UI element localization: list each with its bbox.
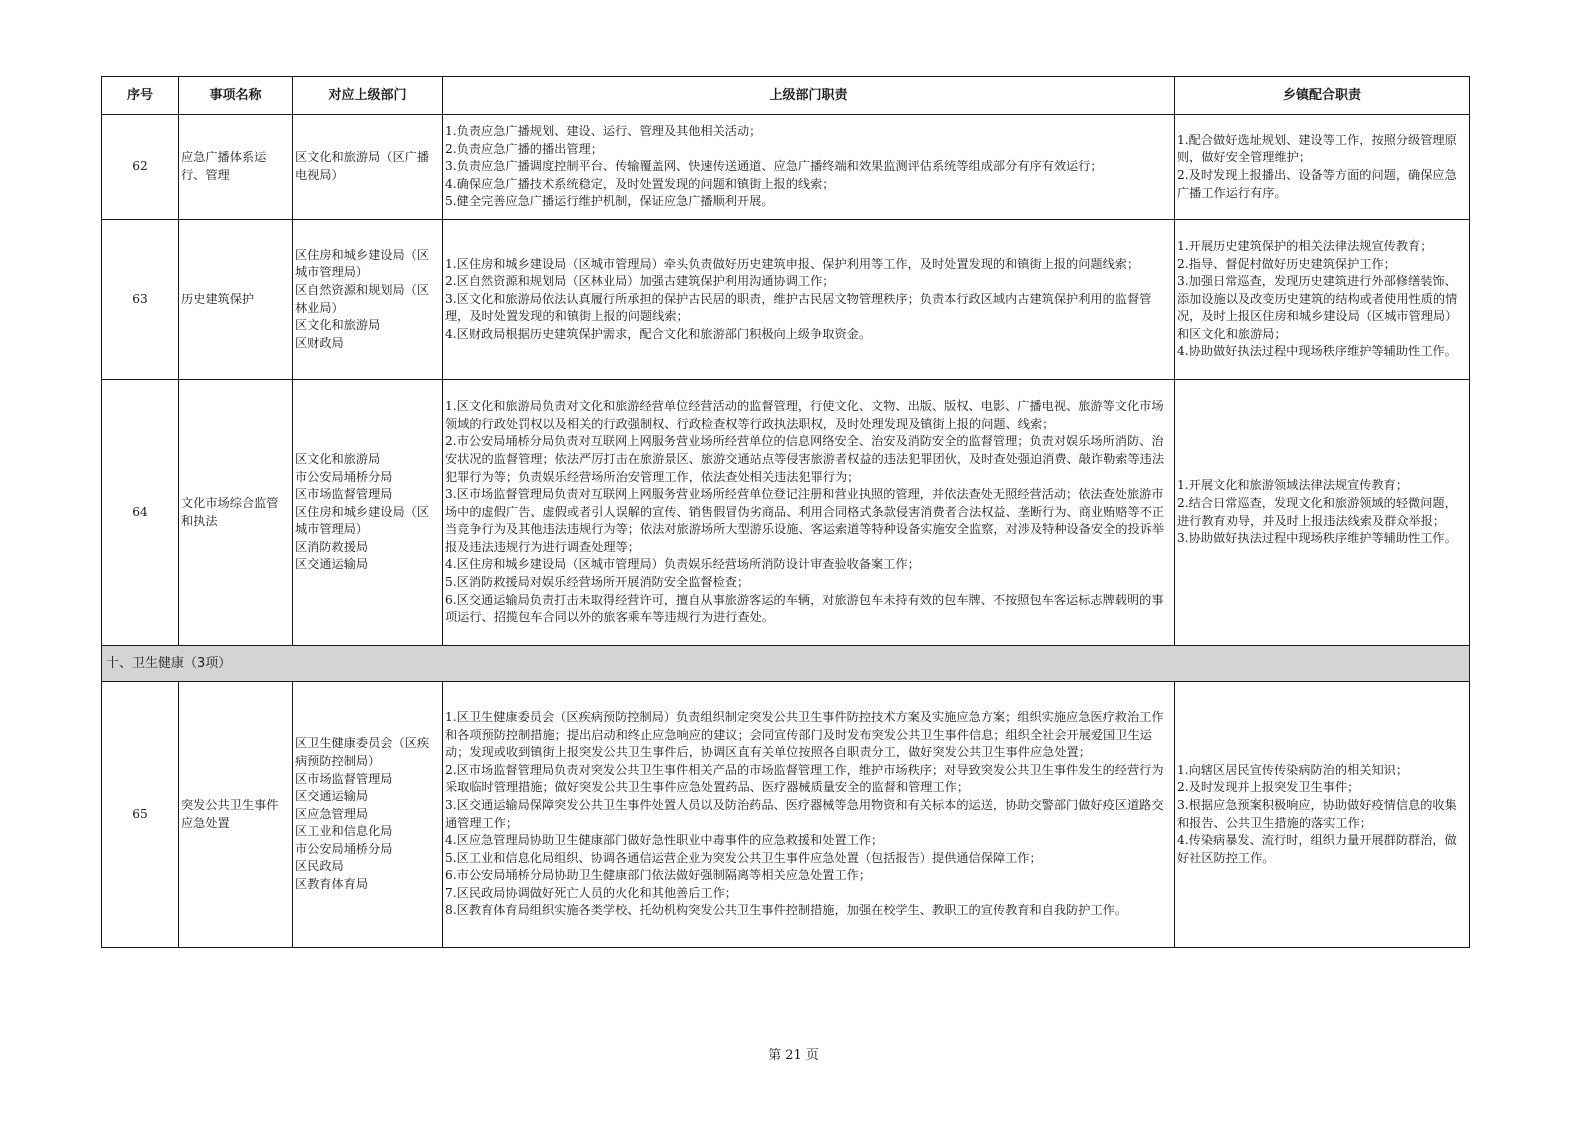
dept-list <box>293 220 443 380</box>
dept-line: 区交通运输局 <box>295 557 369 572</box>
duty-line: 3.负责应急广播调度控制平台、传输覆盖网、快速传送通道、应急广播终端和效果监测评估系统等组成部分有序有效运行； <box>445 159 1103 174</box>
duty-table-container <box>101 76 1469 948</box>
duty-line: 6.区交通运输局负责打击未取得经营许可，擅自从事旅游客运的车辆，对旅游包车未持有效的包车牌、不按照包车客运标志牌载明的事项运行、招揽包车合同以外的旅客乘车等违规行为进行查处。 <box>445 592 1164 625</box>
coop-line: 1.配合做好选址规划、建设等工作，按照分级管理原则，做好安全管理维护； <box>1177 132 1457 165</box>
duty-line: 3.区市场监督管理局负责对互联网上网服务营业场所经营单位登记注册和营业执照的管理，并依法查处无照经营活动；依法查处旅游市场中的虚假广告、虚假或者引人误解的宣传、销售假冒伪劣商品、利用合同格式条款侵害消费者合法权益、垄断行为、商业贿赂等不正当竞争行为及其他违法违规行为等；依法对旅游场所大型游乐设施、客运索道等特种设备实施安全监察，对涉及特种设备安全的投诉举报及违法违规行为进行调查处理等； <box>445 487 1165 554</box>
item-name: 应急广播体系运行、管理 <box>179 115 293 220</box>
dept-list <box>293 380 443 646</box>
duty-line: 4.区财政局根据历史建筑保护需求，配合文化和旅游部门积极向上级争取资金。 <box>445 326 872 341</box>
dept-line: 区教育体育局 <box>295 877 369 892</box>
dept-list <box>293 115 443 220</box>
dept-line: 区市场监督管理局 <box>295 771 393 786</box>
coop-line: 2.结合日常巡查，发现文化和旅游领域的轻微问题，进行教育劝导，并及时上报违法线索及群众举报； <box>1177 495 1457 528</box>
duty-list <box>443 682 1175 948</box>
header-name: 事项名称 <box>179 77 293 115</box>
coop-line: 4.传染病暴发、流行时，组织力量开展群防群治，做好社区防控工作。 <box>1177 833 1457 865</box>
duty-line: 5.区消防救援局对娱乐经营场所开展消防安全监督检查； <box>445 575 750 590</box>
duty-line: 1.区卫生健康委员会（区疾病预防控制局）负责组织制定突发公共卫生事件防控技术方案及实施应急方案；组织实施应急医疗救治工作和各项预防控制措施；提出启动和终止应急响应的建议；会同宣传部门及时发布突发公共卫生事件信息；组织全社会开展爱国卫生运动；发现或收到镇街上报突发公共卫生事件后，协调区直有关单位按照各自职责分工，做好突发公共卫生事件应急处置； <box>445 709 1164 760</box>
dept-line: 区住房和城乡建设局（区城市管理局） <box>295 504 430 537</box>
table-header-row <box>102 77 1470 115</box>
table-row <box>102 380 1470 646</box>
coop-line: 2.及时发现并上报突发卫生事件； <box>1177 780 1360 795</box>
section-row <box>102 646 1470 682</box>
duty-line: 1.区住房和城乡建设局（区城市管理局）牵头负责做好历史建筑申报、保护利用等工作，及时处置发现的和镇街上报的问题线索； <box>445 256 1140 271</box>
dept-line: 区财政局 <box>295 335 344 350</box>
row-number: 62 <box>102 115 179 220</box>
duty-line: 2.市公安局埇桥分局负责对互联网上网服务营业场所经营单位的信息网络安全、治安及消防安全的监督管理；负责对娱乐场所消防、治安状况的监督管理；依法严厉打击在旅游景区、旅游交通站点等侵害旅游者权益的违法犯罪团伙，及时查处强迫消费、敲诈勒索等违法犯罪行为等；负责娱乐经营场所治安管理工作，依法查处相关违法犯罪行为； <box>445 434 1165 484</box>
dept-line: 区自然资源和规划局（区林业局） <box>295 282 430 315</box>
dept-line: 区民政局 <box>295 859 344 874</box>
dept-line: 区卫生健康委员会（区疾病预防控制局） <box>295 736 430 768</box>
coop-line: 1.开展历史建筑保护的相关法律法规宣传教育； <box>1177 238 1433 253</box>
dept-line: 区工业和信息化局 <box>295 824 393 839</box>
dept-line: 市公安局埇桥分局 <box>295 841 393 856</box>
duty-list <box>443 115 1175 220</box>
duty-line: 6.市公安局埇桥分局协助卫生健康部门依法做好强制隔离等相关应急处置工作； <box>445 868 872 883</box>
dept-line: 区住房和城乡建设局（区城市管理局） <box>295 247 430 280</box>
header-coop: 乡镇配合职责 <box>1175 77 1470 115</box>
duty-line: 4.确保应急广播技术系统稳定，及时处置发现的问题和镇街上报的线索； <box>445 176 835 191</box>
duty-line: 7.区民政局协调做好死亡人员的火化和其他善后工作； <box>445 885 737 900</box>
page-number: 第 21 页 <box>768 1048 819 1063</box>
coop-line: 4.协助做好执法过程中现场秩序维护等辅助性工作。 <box>1177 344 1457 359</box>
duty-line: 3.区交通运输局保障突发公共卫生事件处置人员以及防治药品、医疗器械等急用物资和有关标本的运送，协助交警部门做好疫区道路交通管理工作； <box>445 797 1164 830</box>
coop-line: 2.指导、督促村做好历史建筑保护工作； <box>1177 256 1396 271</box>
table-row <box>102 220 1470 380</box>
dept-line: 区市场监督管理局 <box>295 487 393 502</box>
coop-line: 1.开展文化和旅游领域法律法规宣传教育； <box>1177 478 1409 493</box>
coop-list <box>1175 115 1470 220</box>
table-row <box>102 115 1470 220</box>
coop-list <box>1175 380 1470 646</box>
coop-line: 2.及时发现上报播出、设备等方面的问题，确保应急广播工作运行有序。 <box>1177 168 1457 200</box>
duty-table <box>101 76 1470 948</box>
dept-line: 区应急管理局 <box>295 806 369 821</box>
duty-list <box>443 380 1175 646</box>
header-dept: 对应上级部门 <box>293 77 443 115</box>
item-name: 突发公共卫生事件应急处置 <box>179 682 293 948</box>
dept-line: 区文化和旅游局 <box>295 451 381 466</box>
duty-line: 2.负责应急广播的播出管理； <box>445 141 603 156</box>
section-title: 十、卫生健康（3项） <box>102 646 1470 682</box>
coop-line: 3.协助做好执法过程中现场秩序维护等辅助性工作。 <box>1177 531 1457 546</box>
duty-line: 3.区文化和旅游局依法认真履行所承担的保护古民居的职责，维护古民居文物管理秩序；负责本行政区域内古建筑保护利用的监督管理，及时处置发现的和镇街上报的问题线索； <box>445 291 1152 324</box>
dept-line: 区交通运输局 <box>295 789 369 804</box>
row-number: 64 <box>102 380 179 646</box>
dept-list <box>293 682 443 948</box>
duty-line: 2.区自然资源和规划局（区林业局）加强古建筑保护利用沟通协调工作； <box>445 274 835 289</box>
item-name: 文化市场综合监管和执法 <box>179 380 293 646</box>
item-name: 历史建筑保护 <box>179 220 293 380</box>
duty-line: 4.区应急管理局协助卫生健康部门做好急性职业中毒事件的应急救援和处置工作； <box>445 833 884 848</box>
coop-list <box>1175 682 1470 948</box>
dept-line: 区文化和旅游局（区广播电视局） <box>295 150 430 182</box>
dept-line: 区消防救援局 <box>295 539 369 554</box>
duty-line: 1.负责应急广播规划、建设、运行、管理及其他相关活动； <box>445 124 762 139</box>
duty-line: 8.区教育体育局组织实施各类学校、托幼机构突发公共卫生事件控制措施，加强在校学生、教职工的宣传教育和自我防护工作。 <box>445 903 1127 918</box>
coop-list <box>1175 220 1470 380</box>
coop-line: 3.根据应急预案积极响应，协助做好疫情信息的收集和报告、公共卫生措施的落实工作； <box>1177 797 1457 830</box>
coop-line: 3.加强日常巡查，发现历史建筑进行外部修缮装饰、添加设施以及改变历史建筑的结构或者使用性质的情况，及时上报区住房和城乡建设局（区城市管理局）和区文化和旅游局； <box>1177 274 1458 341</box>
dept-line: 市公安局埇桥分局 <box>295 469 393 484</box>
table-row <box>102 682 1470 948</box>
duty-line: 4.区住房和城乡建设局（区城市管理局）负责娱乐经营场所消防设计审查验收备案工作； <box>445 557 920 572</box>
row-number: 63 <box>102 220 179 380</box>
dept-line: 区文化和旅游局 <box>295 318 381 333</box>
coop-line: 1.向辖区居民宣传传染病防治的相关知识； <box>1177 762 1409 777</box>
duty-line: 5.区工业和信息化局组织、协调各通信运营企业为突发公共卫生事件应急处置（包括报告）提供通信保障工作； <box>445 850 1042 865</box>
row-number: 65 <box>102 682 179 948</box>
duty-list <box>443 220 1175 380</box>
header-duty: 上级部门职责 <box>443 77 1175 115</box>
duty-line: 2.区市场监督管理局负责对突发公共卫生事件相关产品的市场监督管理工作，维护市场秩序；对导致突发公共卫生事件发生的经营行为采取临时管理措施；做好突发公共卫生事件应急处置药品、医疗器械质量安全的监督和管理工作； <box>445 762 1164 795</box>
duty-line: 1.区文化和旅游局负责对文化和旅游经营单位经营活动的监督管理，行使文化、文物、出版、版权、电影、广播电视、旅游等文化市场领域的行政处罚权以及相关的行政强制权、行政检查权等行政执法职权，及时处理发现及镇街上报的问题、线索； <box>445 399 1164 431</box>
duty-line: 5.健全完善应急广播运行维护机制，保证应急广播顺利开展。 <box>445 194 774 209</box>
header-no: 序号 <box>102 77 179 115</box>
